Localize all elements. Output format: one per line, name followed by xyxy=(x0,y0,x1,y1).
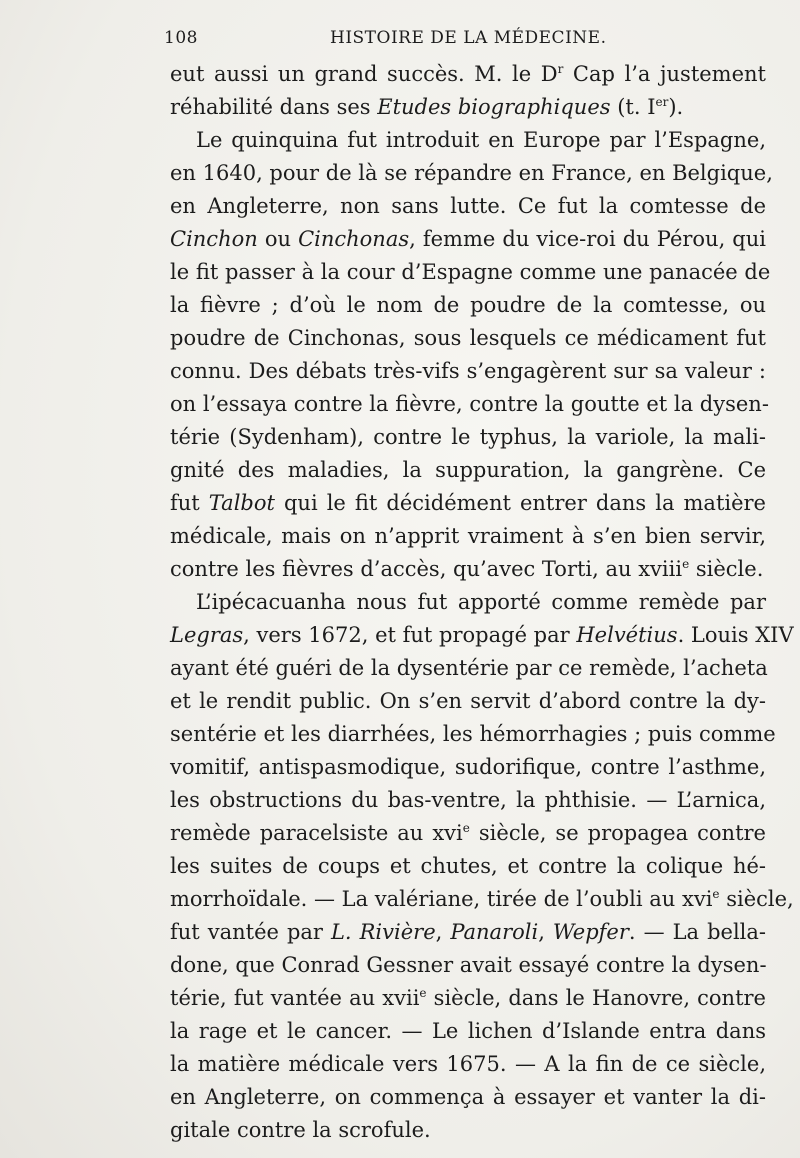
text-line xyxy=(170,784,766,817)
text-segment: connu. Des débats très-vifs s’engagèrent sur sa valeur : xyxy=(170,359,766,383)
text-line xyxy=(170,850,766,883)
text-segment: siècle, xyxy=(719,887,794,911)
text-line xyxy=(170,124,766,157)
italic-text: Legras xyxy=(170,623,244,647)
text-line xyxy=(170,1081,766,1114)
text-line xyxy=(170,916,766,949)
text-line xyxy=(170,619,794,652)
text-line xyxy=(170,289,766,322)
text-line xyxy=(170,157,773,190)
superscript: e xyxy=(462,821,470,835)
superscript: er xyxy=(655,95,669,109)
text-segment: la fièvre ; d’où le nom de poudre de la comtesse, ou xyxy=(170,293,766,317)
italic-text: Cinchon xyxy=(170,227,258,251)
text-line xyxy=(170,223,766,256)
text-segment: les obstructions du bas-ventre, la phthisie. — L’arnica, xyxy=(170,788,766,812)
text-segment: . — La bella- xyxy=(628,920,766,944)
text-line xyxy=(170,256,771,289)
text-segment: médicale, mais on n’apprit vraiment à s’en bien servir, xyxy=(170,524,766,548)
text-segment: , xyxy=(538,920,553,944)
italic-text: Talbot xyxy=(208,491,275,515)
superscript: e xyxy=(682,557,690,571)
text-segment: ou xyxy=(257,227,299,251)
text-segment: contre les fièvres d’accès, qu’avec Torti, au xviii xyxy=(170,557,683,581)
text-line xyxy=(170,1114,766,1147)
text-line xyxy=(170,982,766,1015)
body-text xyxy=(170,58,794,1147)
text-segment: eut aussi un grand succès. M. le D xyxy=(170,62,558,86)
text-segment: la rage et le cancer. — Le lichen d’Islande entra dans xyxy=(170,1019,766,1043)
italic-text: Panaroli xyxy=(450,920,539,944)
text-segment: siècle. xyxy=(689,557,764,581)
text-line xyxy=(170,685,766,718)
italic-text: Helvétius xyxy=(576,623,678,647)
text-line xyxy=(170,553,766,586)
text-segment: fut vantée par xyxy=(170,920,331,944)
text-segment: on l’essaya contre la fièvre, contre la goutte et la dysen- xyxy=(170,392,769,416)
text-segment: en Angleterre, on commença à essayer et vanter la di- xyxy=(170,1085,766,1109)
text-segment: gitale contre la scrofule. xyxy=(170,1118,431,1142)
text-segment: qui le fit décidément entrer dans la matière xyxy=(274,491,766,515)
text-line xyxy=(170,751,766,784)
text-line xyxy=(170,1015,766,1048)
text-segment: et le rendit public. On s’en servit d’abord contre la dy- xyxy=(170,689,766,713)
text-segment: . Louis XIV xyxy=(677,623,794,647)
text-line xyxy=(170,454,766,487)
text-segment: poudre de Cinchonas, sous lesquels ce médicament fut xyxy=(170,326,766,350)
text-line xyxy=(170,883,794,916)
text-segment: , xyxy=(435,920,451,944)
text-segment: en 1640, pour de là se répandre en France, en Belgique, xyxy=(170,161,773,185)
text-line xyxy=(170,652,766,685)
text-line xyxy=(170,487,766,520)
text-line xyxy=(170,322,766,355)
italic-text: Etudes biographiques xyxy=(377,95,611,119)
text-segment: réhabilité dans ses xyxy=(170,95,378,119)
text-segment: vomitif, antispasmodique, sudorifique, contre l’asthme, xyxy=(170,755,766,779)
text-segment: morrhoïdale. — La valériane, tirée de l’oubli au xvi xyxy=(170,887,713,911)
text-segment: sentérie et les diarrhées, les hémorrhagies ; puis comme xyxy=(170,722,776,746)
text-line xyxy=(170,355,766,388)
text-line xyxy=(170,817,766,850)
superscript: e xyxy=(712,887,720,901)
superscript: r xyxy=(557,62,564,76)
text-segment: en Angleterre, non sans lutte. Ce fut la comtesse de xyxy=(170,194,766,218)
page-header xyxy=(164,28,764,54)
text-segment: siècle, se propagea contre xyxy=(469,821,766,845)
text-segment: Cap l’a justement xyxy=(563,62,766,86)
text-line xyxy=(170,586,766,619)
text-segment: ). xyxy=(668,95,684,119)
text-segment: les suites de coups et chutes, et contre la colique hé- xyxy=(170,854,766,878)
text-line xyxy=(170,1048,766,1081)
text-line xyxy=(170,718,776,751)
text-segment: fut xyxy=(170,491,209,515)
text-segment: térie (Sydenham), contre le typhus, la variole, la mali- xyxy=(170,425,766,449)
text-segment: , vers 1672, et fut propagé par xyxy=(243,623,577,647)
text-line xyxy=(170,949,766,982)
text-segment: Le quinquina fut introduit en Europe par l’Espagne, xyxy=(196,128,766,152)
text-line xyxy=(170,520,766,553)
text-segment: remède paracelsiste au xvi xyxy=(170,821,463,845)
superscript: e xyxy=(419,986,427,1000)
running-title: HISTOIRE DE LA MÉDECINE. xyxy=(330,28,607,48)
text-line xyxy=(170,58,766,91)
italic-text: L. Rivière xyxy=(330,920,436,944)
italic-text: Cinchonas xyxy=(298,227,410,251)
text-segment: , femme du vice-roi du Pérou, qui xyxy=(409,227,766,251)
text-line xyxy=(170,190,766,223)
text-line xyxy=(170,388,769,421)
text-segment: gnité des maladies, la suppuration, la gangrène. Ce xyxy=(170,458,766,482)
text-segment: la matière médicale vers 1675. — A la fin de ce siècle, xyxy=(170,1052,766,1076)
page-number: 108 xyxy=(164,28,198,48)
text-segment: siècle, dans le Hanovre, contre xyxy=(426,986,766,1010)
text-line xyxy=(170,421,766,454)
text-segment: ayant été guéri de la dysentérie par ce remède, l’acheta xyxy=(170,656,768,680)
text-segment: (t. I xyxy=(610,95,656,119)
text-segment: done, que Conrad Gessner avait essayé contre la dysen- xyxy=(170,953,767,977)
text-segment: le fit passer à la cour d’Espagne comme une panacée de xyxy=(170,260,771,284)
italic-text: Wepfer xyxy=(552,920,629,944)
text-segment: térie, fut vantée au xvii xyxy=(170,986,420,1010)
text-segment: L’ipécacuanha nous fut apporté comme remède par xyxy=(196,590,766,614)
text-line xyxy=(170,91,766,124)
